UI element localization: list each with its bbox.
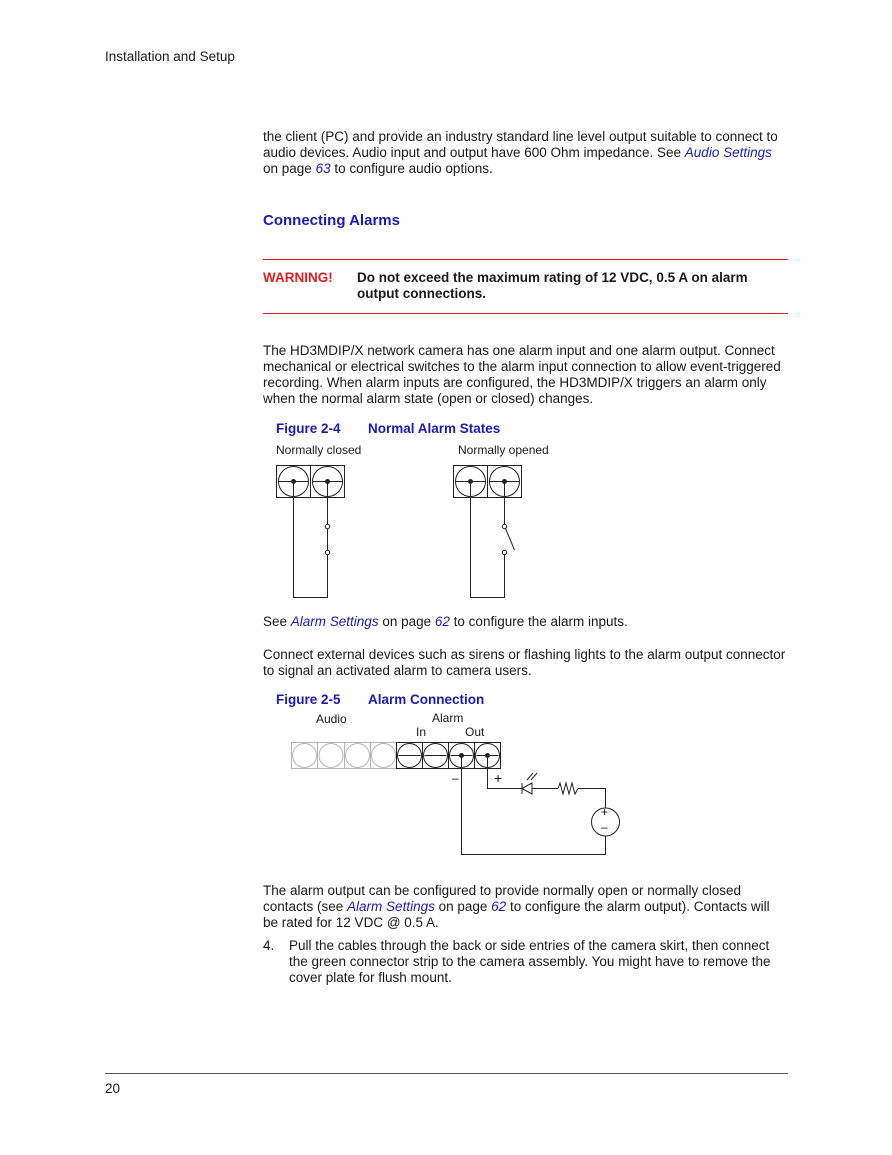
output-plus-label: + bbox=[494, 770, 503, 786]
output-minus-label: – bbox=[452, 771, 459, 785]
audio-label: Audio bbox=[316, 712, 347, 726]
power-source-icon bbox=[592, 808, 620, 836]
alarm-output-paragraph bbox=[263, 883, 788, 931]
warning-label: WARNING! bbox=[263, 270, 333, 285]
intro-text-mid: on page bbox=[263, 161, 316, 176]
alarm-settings-link[interactable]: Alarm Settings bbox=[290, 614, 379, 629]
intro-paragraph bbox=[263, 129, 788, 177]
opened-switch-contact-top bbox=[502, 524, 506, 528]
normal-alarm-states-diagram bbox=[270, 460, 530, 605]
opened-switch-blade bbox=[506, 529, 515, 551]
audio-settings-link[interactable]: Audio Settings bbox=[684, 145, 772, 160]
closed-switch-contact-top bbox=[325, 524, 329, 528]
output-circuit bbox=[462, 756, 620, 855]
para2-text: See bbox=[263, 614, 291, 629]
alarm-settings-paragraph bbox=[263, 614, 788, 630]
para2-text-end: to configure the alarm inputs. bbox=[449, 614, 628, 629]
alarm-out-label: Out bbox=[465, 725, 485, 739]
normally-closed-circuit bbox=[277, 466, 345, 598]
alarm-in-label: In bbox=[416, 725, 427, 739]
closed-switch-contact-bottom bbox=[325, 550, 329, 554]
page-62-link[interactable]: 62 bbox=[434, 614, 450, 629]
para4-text-mid: on page bbox=[434, 899, 492, 914]
step-text: Pull the cables through the back or side entries of the camera skirt, then connect the green connector strip to the camera assembly. You might have to remove the cover plate for flush mount. bbox=[289, 938, 771, 985]
external-devices-paragraph: Connect external devices such as sirens or flashing lights to the alarm output connector to signal an activated alarm to camera users. bbox=[263, 647, 786, 678]
page-63-link[interactable]: 63 bbox=[315, 161, 331, 176]
footer-rule bbox=[105, 1073, 788, 1074]
warning-text: Do not exceed the maximum rating of 12 VDC, 0.5 A on alarm output connections. bbox=[357, 270, 748, 301]
alarm-connection-diagram bbox=[290, 740, 625, 860]
warning-bottom-rule bbox=[263, 313, 788, 314]
section-heading: Connecting Alarms bbox=[263, 212, 400, 229]
running-header: Installation and Setup bbox=[105, 49, 235, 64]
figure1-number: Figure 2-4 bbox=[276, 421, 341, 436]
source-minus-label: – bbox=[601, 820, 608, 834]
alarm-settings-link-2[interactable]: Alarm Settings bbox=[347, 899, 435, 914]
intro-text: the client (PC) and provide an industry standard line level output suitable to connect to audio devices. Audio input and output have 600 Ohm impedance. See bbox=[263, 129, 778, 160]
opened-switch-contact-bottom bbox=[502, 550, 506, 554]
figure2-number: Figure 2-5 bbox=[276, 692, 341, 707]
alarm-label: Alarm bbox=[432, 711, 464, 725]
para2-text-mid: on page bbox=[378, 614, 435, 629]
normally-opened-circuit bbox=[454, 466, 522, 598]
normally-closed-label: Normally closed bbox=[276, 443, 362, 457]
led-icon bbox=[522, 773, 537, 794]
normally-opened-label: Normally opened bbox=[458, 443, 549, 457]
intro-text-end: to configure audio options. bbox=[330, 161, 493, 176]
para4-text-end: to configure the alarm output). Contacts will be rated for 12 VDC @ 0.5 A. bbox=[263, 899, 770, 930]
figure1-title: Normal Alarm States bbox=[368, 421, 501, 436]
para4-text: The alarm output can be configured to provide normally open or normally closed contacts (see bbox=[263, 883, 742, 914]
alarm-paragraph: The HD3MDIP/X network camera has one alarm input and one alarm output. Connect mechanical or electrical switches to the alarm input connection to allow event-triggered recording. When alarm inputs are configured, the HD3MDIP/X triggers an alarm only when the normal alarm state (open or closed) changes. bbox=[263, 343, 781, 406]
page-62-link-2[interactable]: 62 bbox=[491, 899, 507, 914]
resistor-icon bbox=[558, 783, 578, 794]
audio-connector-strip bbox=[292, 743, 397, 769]
figure2-title: Alarm Connection bbox=[368, 692, 485, 707]
source-plus-label: + bbox=[601, 805, 609, 819]
warning-top-rule bbox=[263, 259, 788, 260]
step-number: 4. bbox=[263, 938, 275, 953]
alarm-connector-strip bbox=[397, 743, 501, 769]
page-number: 20 bbox=[105, 1081, 121, 1096]
